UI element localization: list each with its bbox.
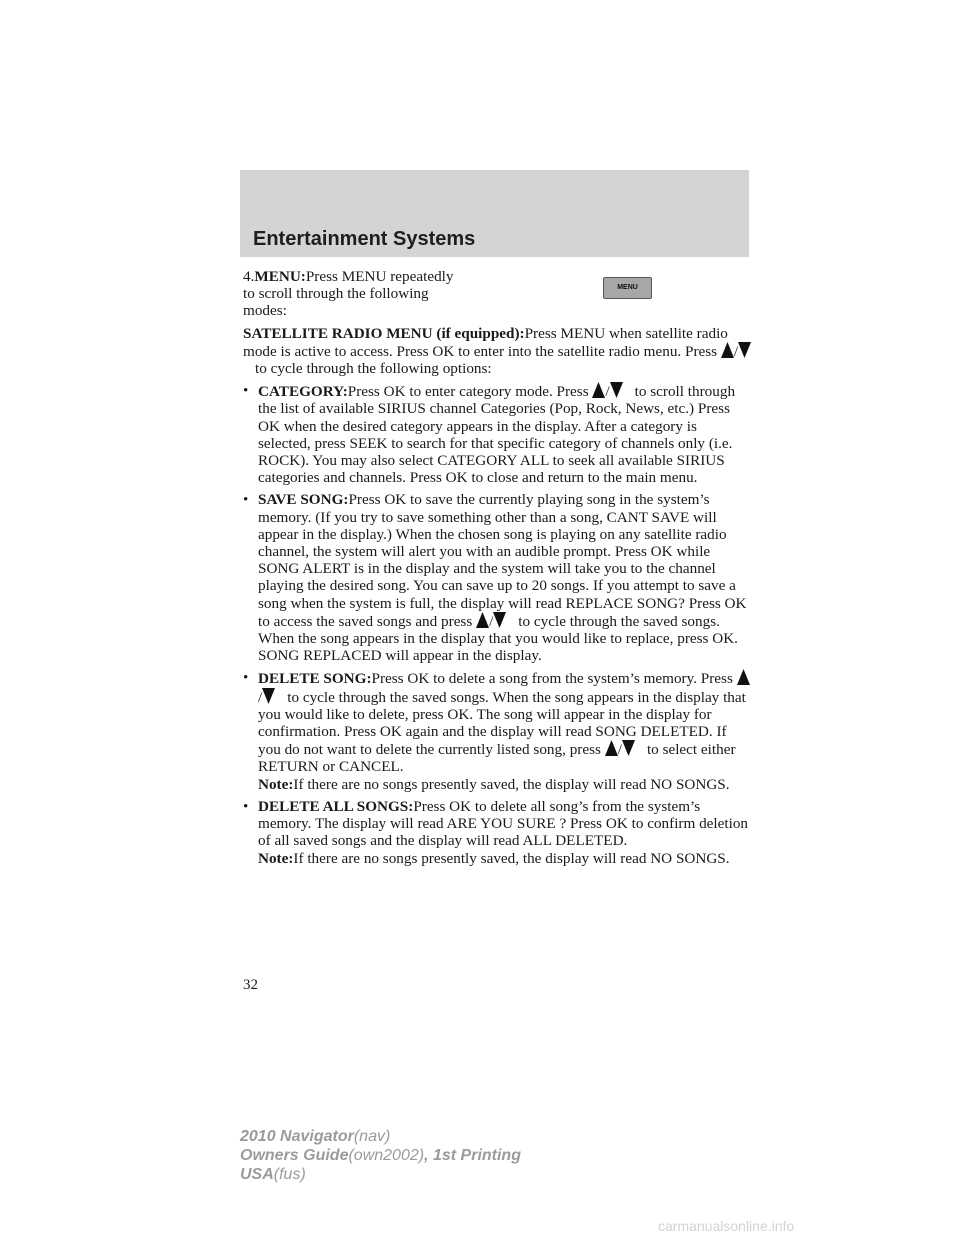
sat-radio-menu-term: SATELLITE RADIO MENU (if equipped): [243, 324, 525, 342]
page-number: 32 [243, 977, 258, 993]
document-footer [240, 1127, 521, 1184]
arrow-up-icon [737, 669, 750, 685]
bullet-marker: • [243, 797, 249, 815]
arrow-down-icon [610, 382, 623, 398]
bullet-marker: • [243, 491, 249, 509]
footer-line-2: Owners Guide(own2002), 1st Printing [240, 1147, 521, 1164]
bullet-category: • CATEGORY:Press OK to enter category mode. Press / to scroll through the list of available SIRIUS channel Categories (Pop, Rock, News, etc.) Press OK when the desired category appears in the display. After a category is selected, press SEEK to search for that specific category of channels only (i.e. ROCK). You may also select CATEGORY ALL to seek all available SIRIUS categories and channels. Press OK to close and return to the main menu. [243, 382, 736, 487]
sat-radio-menu-paragraph: SATELLITE RADIO MENU (if equipped):Press MENU when satellite radio mode is active to access. Press OK to enter into the satellite radio menu. Press / to cycle through the following options: [243, 325, 753, 378]
note-term: Note: [258, 849, 294, 867]
bullet-save-song: • SAVE SONG:Press OK to save the currently playing song in the system’s memory. (If you try to save something other than a song, CANT SAVE will appear in the display.) When the chosen song is playing on any satellite radio channel, the system will alert you with an audible prompt. Press OK while SONG ALERT is in the display and the system will take you to the channel playing the desired song. You can save up to 20 songs. If you attempt to save a song when the system is full, the display will read REPLACE SONG? Press OK to access the saved songs and press / to cycle through the saved songs. When the song appears in the display that you would like to replace, press OK. SONG REPLACED will appear in the display. [243, 491, 747, 665]
footer-line-3: USA(fus) [240, 1166, 306, 1183]
arrow-up-icon [592, 382, 605, 398]
note-term: Note: [258, 775, 294, 793]
slash-separator: / [733, 342, 739, 360]
page-content [243, 268, 753, 872]
arrow-up-icon [476, 612, 489, 628]
item-number: 4. [243, 268, 255, 285]
intro-paragraph [243, 268, 465, 320]
category-term: CATEGORY: [258, 383, 348, 401]
arrow-down-icon [738, 342, 751, 358]
footer-line-1: 2010 Navigator(nav) [240, 1128, 391, 1145]
arrow-up-icon [605, 740, 618, 756]
bullet-marker: • [243, 382, 249, 400]
bullet-delete-song: • DELETE SONG:Press OK to delete a song from the system’s memory. Press / to cycle through the saved songs. When the song appears in the display that you would like to delete, press OK. The song will appear in the display for confirmation. Press OK again and the display will read SONG DELETED. If you do not want to delete the currently listed song, press / to select either RETURN or CANCEL. Note:If there are no songs presently saved, the display will read NO SONGS. [243, 669, 753, 792]
arrow-down-icon [262, 688, 275, 704]
section-title: Entertainment Systems [253, 228, 476, 250]
delete-song-term: DELETE SONG: [258, 670, 372, 688]
section-header [240, 170, 749, 257]
arrow-up-icon [721, 342, 734, 358]
delete-song-note: Note:If there are no songs presently saved, the display will read NO SONGS. [258, 775, 730, 793]
menu-button-icon: MENU [603, 277, 652, 299]
save-song-term: SAVE SONG: [258, 491, 349, 509]
menu-description: Press MENU repeatedly to scroll through the following modes: [243, 268, 454, 320]
bullet-delete-all-songs: • DELETE ALL SONGS:Press OK to delete all song’s from the system’s memory. The display will read ARE YOU SURE ? Press OK to confirm deletion of all saved songs and the display will read ALL DELETED. Note:If there are no songs presently saved, the display will read NO SONGS. [243, 798, 753, 867]
arrow-down-icon [622, 740, 635, 756]
delete-all-term: DELETE ALL SONGS: [258, 797, 414, 815]
bullet-marker: • [243, 669, 249, 687]
menu-term: MENU: [254, 268, 306, 285]
watermark: carmanualsonline.info [658, 1218, 795, 1234]
arrow-down-icon [493, 612, 506, 628]
delete-all-note: Note:If there are no songs presently saved, the display will read NO SONGS. [258, 849, 730, 867]
